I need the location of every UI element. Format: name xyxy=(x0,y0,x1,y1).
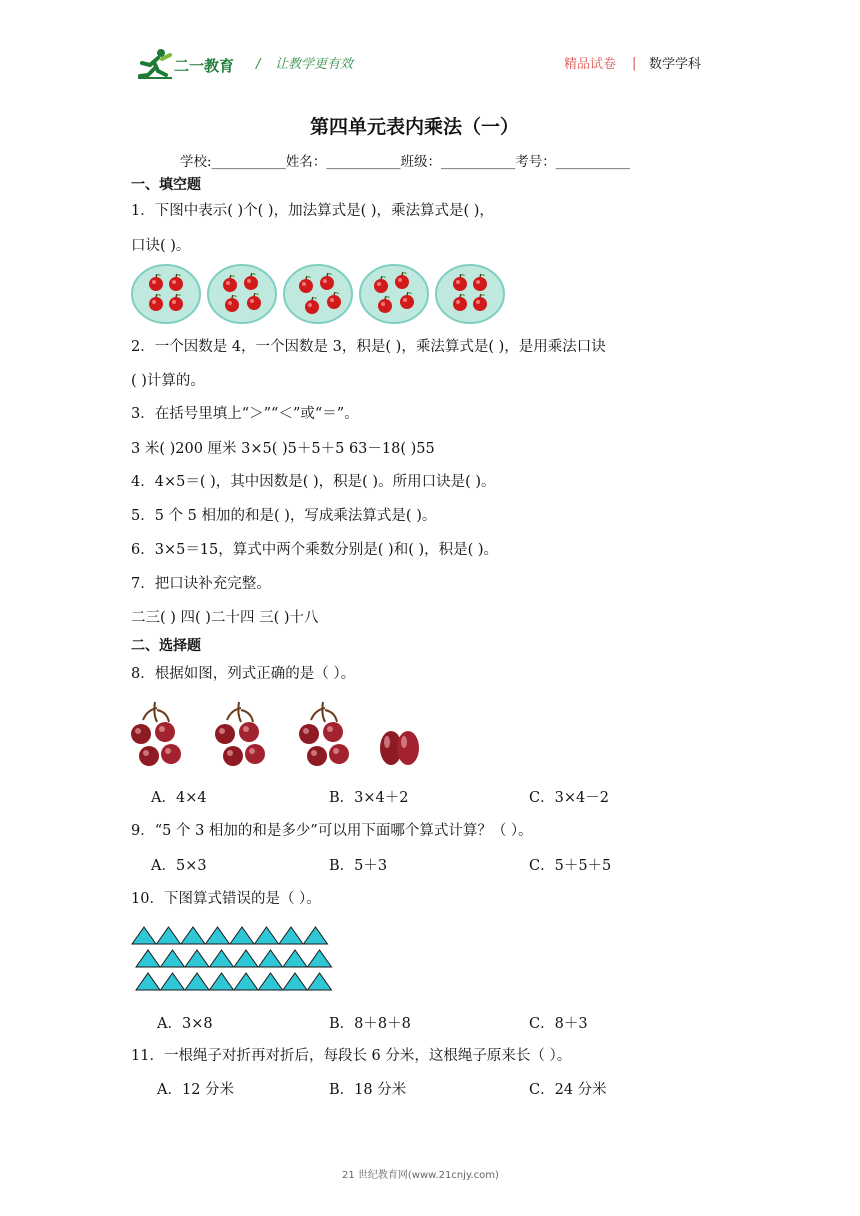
triangle-shape xyxy=(161,950,185,967)
divider-slash: / xyxy=(256,57,261,72)
grapes-figure xyxy=(125,696,435,774)
question-4: 4．4×5＝( )，其中因数是( )，积是( )。所用口诀是( )。 xyxy=(131,474,496,490)
triangle-shape xyxy=(210,973,234,990)
q11-option-b[interactable]: B．18 分米 xyxy=(329,1082,407,1098)
triangle-shape xyxy=(308,950,332,967)
triangle-shape xyxy=(304,927,328,944)
triangle-shape xyxy=(255,927,279,944)
triangle-shape xyxy=(259,973,283,990)
grape-bunch-2 xyxy=(215,702,265,766)
section-title-fill-blanks: 一、填空题 xyxy=(131,177,201,193)
q10-option-a[interactable]: A．3×8 xyxy=(157,1016,213,1032)
plate-2 xyxy=(208,265,276,323)
question-10: 10．下图算式错误的是（ ）。 xyxy=(131,891,321,907)
footer-source: 21 世纪教育网(www.21cnjy.com) xyxy=(342,1170,499,1181)
question-2-line-2: ( )计算的。 xyxy=(131,373,205,389)
q9-option-b[interactable]: B．5＋3 xyxy=(329,858,388,874)
triangle-shape xyxy=(234,973,258,990)
triangle-shape xyxy=(308,973,332,990)
question-9: 9．“5 个 3 相加的和是多少”可以用下面哪个算式计算？（ ）。 xyxy=(131,823,533,839)
triangle-shape xyxy=(206,927,230,944)
grape-bunch-1 xyxy=(131,702,181,766)
triangle-shape xyxy=(234,950,258,967)
triangle-shape xyxy=(161,973,185,990)
question-3-line-1: 3．在括号里填上“＞”“＜”或“＝”。 xyxy=(131,406,359,422)
triangle-shape xyxy=(157,927,181,944)
question-2-line-1: 2．一个因数是 4，一个因数是 3，积是( )，乘法算式是( )，是用乘法口诀 xyxy=(131,339,606,355)
plate-1 xyxy=(132,265,200,323)
question-1-line-2: 口诀( )。 xyxy=(131,238,191,254)
triangle-shape xyxy=(181,927,205,944)
q8-option-c[interactable]: C．3×4－2 xyxy=(529,790,609,806)
section-title-multiple-choice: 二、选择题 xyxy=(131,638,201,654)
triangle-shape xyxy=(185,973,209,990)
plate-4 xyxy=(360,265,428,323)
q9-option-c[interactable]: C．5＋5＋5 xyxy=(529,858,612,874)
question-3-line-2: 3 米( )200 厘米 3×5( )5＋5＋5 63－18( )55 xyxy=(131,441,435,457)
triangle-shape xyxy=(283,973,307,990)
triangle-shape xyxy=(185,950,209,967)
logo-text: 二一教育 xyxy=(174,57,235,75)
header-separator: | xyxy=(632,56,637,71)
q11-option-a[interactable]: A．12 分米 xyxy=(157,1082,235,1098)
apple-plates-figure xyxy=(130,264,510,326)
question-6: 6．3×5＝15，算式中两个乘数分别是( )和( )，积是( )。 xyxy=(131,542,499,558)
q8-option-a[interactable]: A．4×4 xyxy=(151,790,207,806)
q10-option-b[interactable]: B．8＋8＋8 xyxy=(329,1016,411,1032)
question-5: 5．5 个 5 相加的和是( )，写成乘法算式是( )。 xyxy=(131,508,437,524)
triangle-shape xyxy=(136,950,160,967)
triangles-figure xyxy=(130,925,340,993)
question-7-items: 二三( ) 四( )二十四 三( )十八 xyxy=(131,610,319,626)
plate-3 xyxy=(284,265,352,323)
question-7: 7．把口诀补充完整。 xyxy=(131,576,271,592)
question-1-line-1: 1．下图中表示( )个( )，加法算式是( )，乘法算式是( )， xyxy=(131,203,494,219)
q11-option-c[interactable]: C．24 分米 xyxy=(529,1082,607,1098)
triangle-shape xyxy=(259,950,283,967)
triangle-shape xyxy=(279,927,303,944)
triangle-shape xyxy=(230,927,254,944)
q9-option-a[interactable]: A．5×3 xyxy=(151,858,207,874)
grape-bunch-3 xyxy=(299,702,349,766)
question-8: 8．根据如图，列式正确的是（ ）。 xyxy=(131,666,356,682)
triangle-shape xyxy=(210,950,234,967)
student-info-line: 学校:___________姓名：___________班级：___________考号：___________ xyxy=(180,154,631,170)
grape-pair xyxy=(380,731,419,765)
slogan: 让教学更有效 xyxy=(275,57,354,72)
q8-option-b[interactable]: B．3×4＋2 xyxy=(329,790,409,806)
header xyxy=(0,0,860,90)
q10-option-c[interactable]: C．8＋3 xyxy=(529,1016,588,1032)
plate-5 xyxy=(436,265,504,323)
header-subject: 数学学科 xyxy=(649,57,702,72)
triangle-shape xyxy=(136,973,160,990)
question-11: 11．一根绳子对折再对折后，每段长 6 分米，这根绳子原来长（ ）。 xyxy=(131,1048,572,1064)
header-badge-quality: 精品试卷 xyxy=(564,57,617,72)
triangle-shape xyxy=(132,927,156,944)
page-title: 第四单元表内乘法（一） xyxy=(310,116,520,138)
runner-logo-icon xyxy=(136,47,176,81)
triangle-shape xyxy=(283,950,307,967)
